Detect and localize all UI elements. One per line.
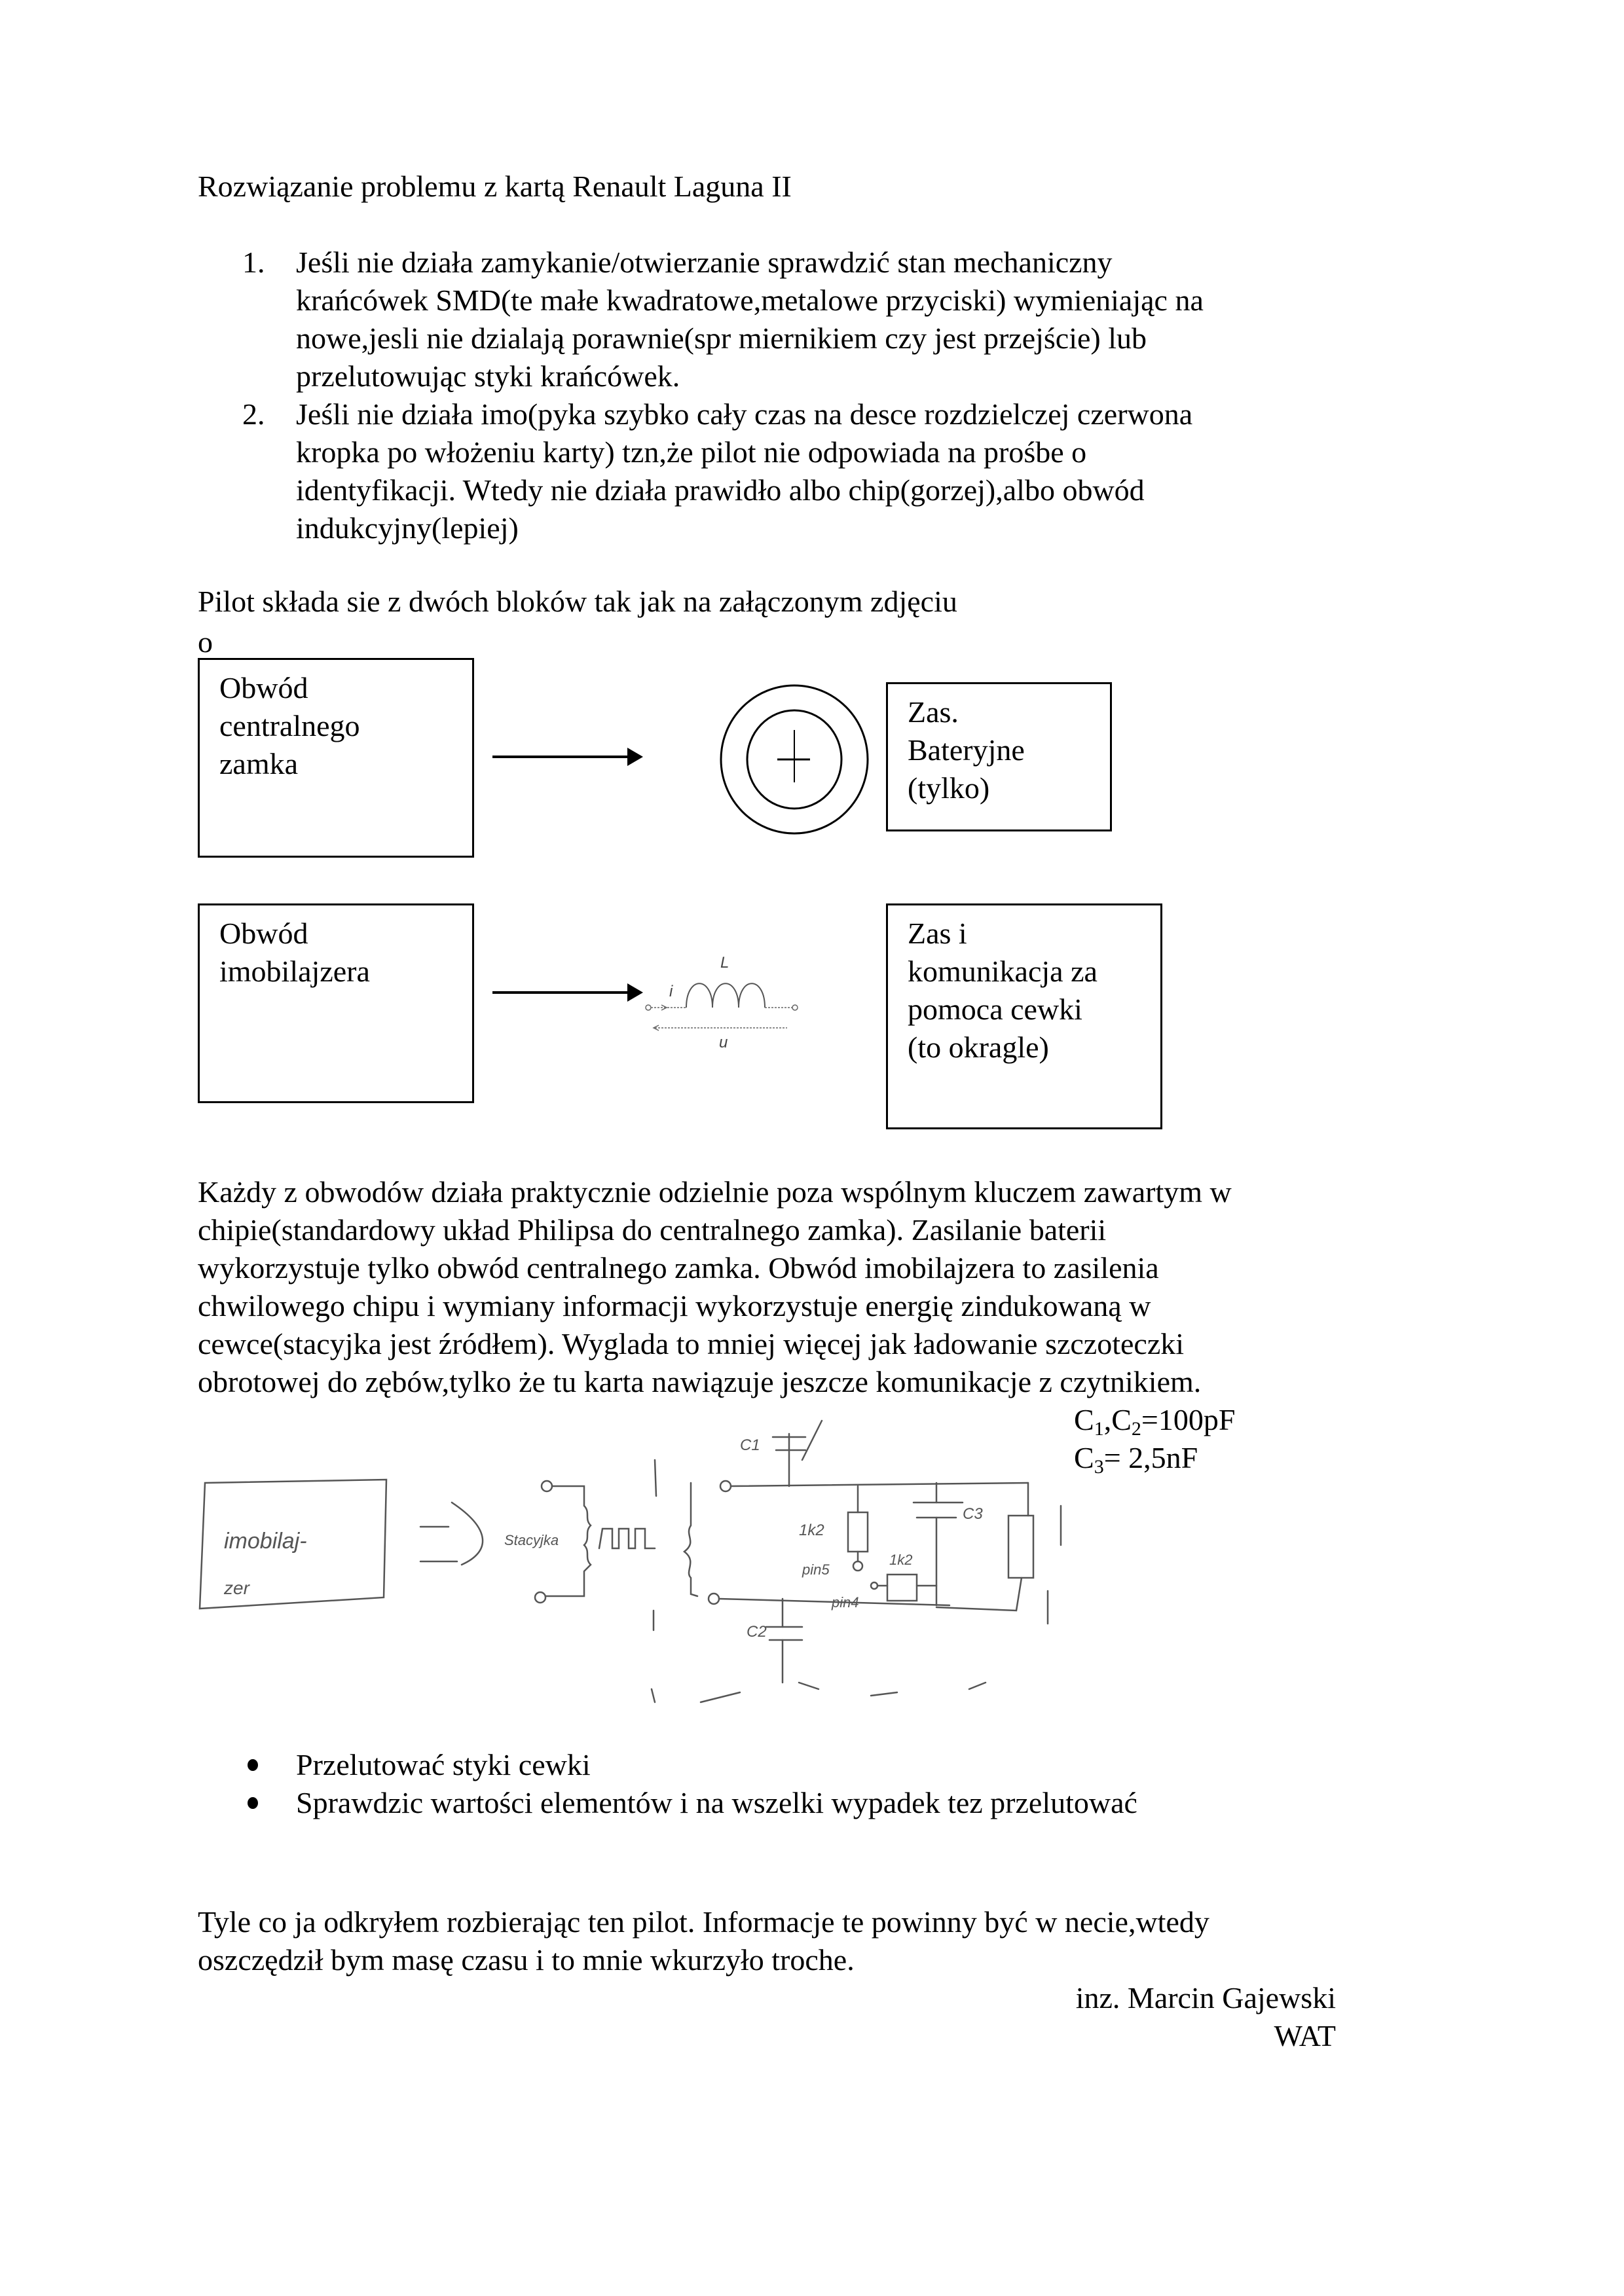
list-line: nowe,jesli nie dzialają porawnie(spr miernikiem czy jest przejście) lub (296, 321, 1147, 355)
list-number: 1. (242, 246, 265, 279)
paragraph-line: Każdy z obwodów działa praktycznie odzielnie poza wspólnym kluczem zawartym w (198, 1175, 1232, 1209)
closing-paragraph (198, 1903, 1350, 1979)
battery-supply-box (886, 682, 1112, 831)
box-line: (tylko) (908, 771, 990, 805)
box-line: (to okragle) (908, 1030, 1049, 1064)
box-line: Zas i (908, 917, 967, 950)
explanation-paragraph (198, 1173, 1350, 1401)
list-line: identyfikacji. Wtedy nie działa prawidło albo chip(gorzej),albo obwód (296, 473, 1145, 507)
list-line: przelutowując styki krańcówek. (296, 359, 680, 393)
list-line: kropka po włożeniu karty) tzn,że pilot nie odpowiada na prośbe o (296, 435, 1087, 469)
bullet-icon (248, 1759, 258, 1771)
stray-character: o (198, 625, 213, 659)
paragraph-line: oszczędził bym masę czasu i to mnie wkurzyło troche. (198, 1943, 855, 1977)
list-line: Jeśli nie działa zamykanie/otwierzanie sprawdzić stan mechaniczny (296, 246, 1113, 279)
sketch-pin5: pin5 (802, 1561, 830, 1578)
sketch-cap-c1: C1 (740, 1436, 760, 1454)
paragraph-line: chwilowego chipu i wymiany informacji wykorzystuje energię zindukowaną w (198, 1289, 1151, 1322)
box-line: Zas. (908, 695, 959, 729)
paragraph-line: obrotowej do zębów,tylko że tu karta nawiązuje jeszcze komunikacje z czytnikiem. (198, 1365, 1202, 1398)
arrow-right-icon (492, 756, 630, 758)
list-line: krańcówek SMD(te małe kwadratowe,metalowe przyciski) wymieniając na (296, 283, 1204, 317)
list-number: 2. (242, 397, 265, 431)
box-line: zamka (219, 747, 299, 780)
sketch-label-stacyjka: Stacyjka (504, 1532, 559, 1548)
paragraph-line: cewce(stacyjka jest źródłem). Wyglada to mniej więcej jak ładowanie szczoteczki (198, 1327, 1185, 1360)
bullet-icon (248, 1797, 258, 1809)
coil-label-u: u (719, 1034, 728, 1051)
box-line: komunikacja za (908, 955, 1098, 988)
battery-cell-icon (717, 681, 874, 838)
paragraph-line: Tyle co ja odkryłem rozbierając ten pilot. Informacje te powinny być w necie,wtedy (198, 1905, 1209, 1939)
list-line: Jeśli nie działa imo(pyka szybko cały czas na desce rozdzielczej czerwona (296, 397, 1193, 431)
handdrawn-circuit-sketch (183, 1414, 1100, 1741)
c1-c2-value: $C_1,C_2=100pF$ (1074, 1403, 1236, 1440)
box-line: Bateryjne (908, 733, 1025, 767)
sketch-pin4: pin4 (832, 1594, 859, 1611)
sketch-resistor-2: 1k2 (889, 1552, 913, 1568)
c3-value: $C_3= 2,5nF$ (1074, 1441, 1198, 1478)
sketch-resistor-1: 1k2 (799, 1522, 824, 1539)
sketch-cap-c2: C2 (747, 1623, 767, 1641)
immobilizer-circuit-box (198, 903, 474, 1103)
sketch-cap-c3: C3 (963, 1505, 983, 1523)
arrow-right-icon (492, 991, 630, 994)
document-title: Rozwiązanie problemu z kartą Renault Laguna II (198, 170, 792, 203)
box-line: centralnego (219, 709, 360, 742)
sketch-label-imobilaj: imobilaj- (224, 1529, 307, 1554)
list-line: indukcyjny(lepiej) (296, 511, 519, 545)
coil-label-L: L (720, 954, 729, 972)
central-lock-circuit-box (198, 658, 474, 858)
box-line: pomoca cewki (908, 993, 1082, 1026)
coil-label-i: i (669, 983, 673, 1000)
inductor-coil-icon (635, 949, 877, 1051)
box-line: imobilajzera (219, 955, 370, 988)
paragraph-line: wykorzystuje tylko obwód centralnego zamka. Obwód imobilajzera to zasilenia (198, 1251, 1159, 1285)
box-line: Obwód (219, 917, 308, 950)
paragraph-line: chipie(standardowy układ Philipsa do centralnego zamka). Zasilanie baterii (198, 1213, 1107, 1247)
sketch-label-zer: zer (224, 1578, 249, 1598)
signature-name: inz. Marcin Gajewski (1075, 1981, 1336, 2014)
box-line: Obwód (219, 671, 308, 704)
intro-text: Pilot składa sie z dwóch bloków tak jak na załączonym zdjęciu (198, 585, 957, 618)
coil-communication-box (886, 903, 1162, 1129)
signature-org: WAT (1274, 2019, 1336, 2052)
